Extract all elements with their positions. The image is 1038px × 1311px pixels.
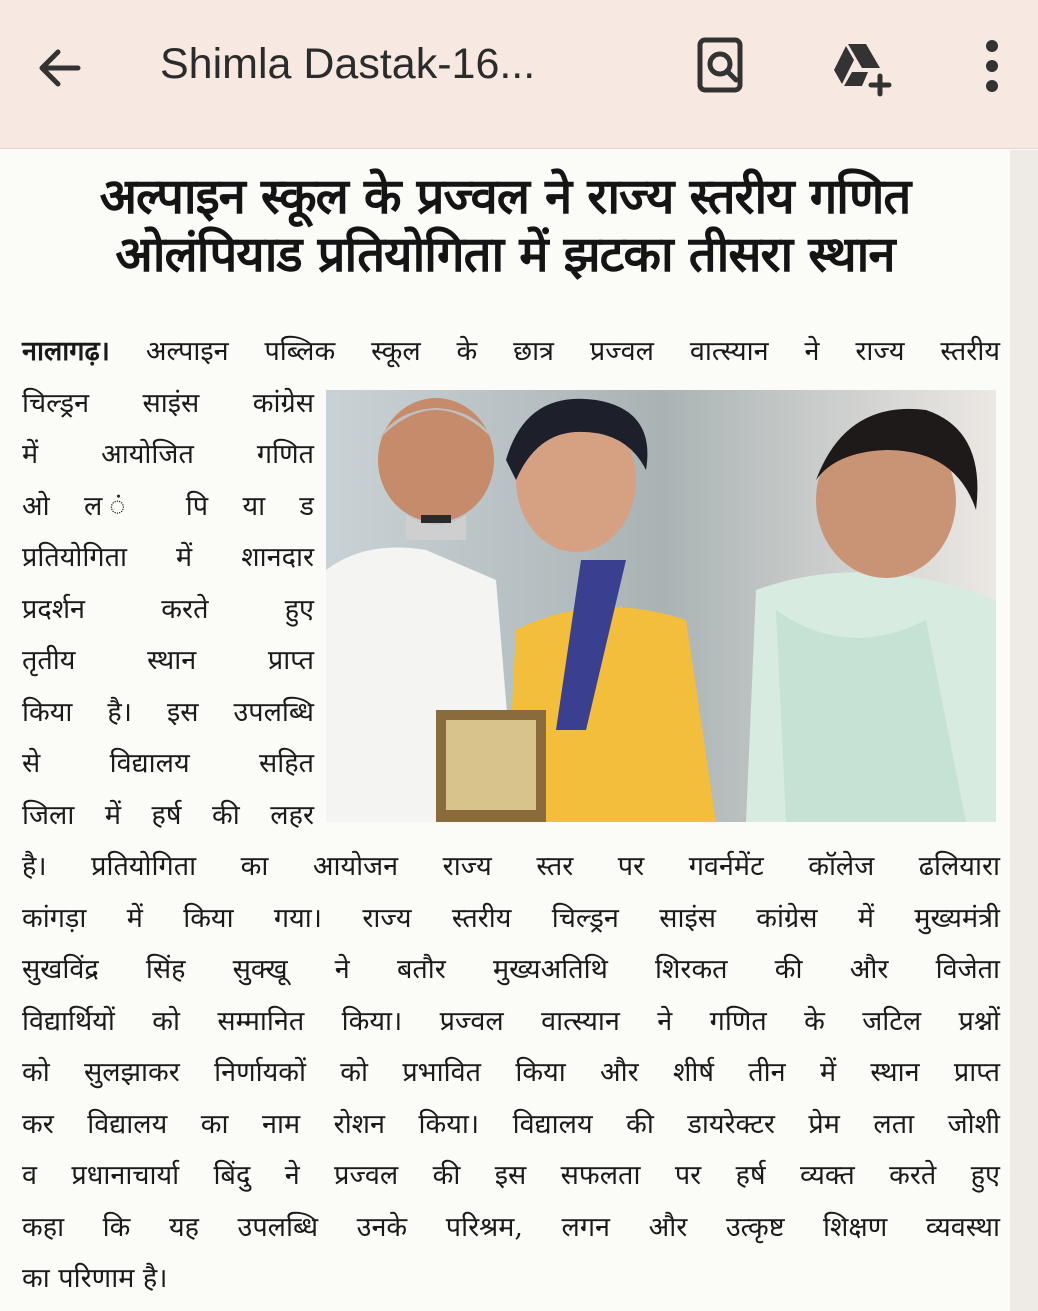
text-line: कर विद्यालय का नाम रोशन किया। विद्यालय की डायरेक्टर प्रेम लता जोशी <box>22 1108 1000 1140</box>
headline <box>0 168 1010 284</box>
newspaper-clipping[interactable] <box>0 150 1010 1311</box>
text-line: में आयोजित गणित <box>22 439 314 470</box>
app-bar <box>0 0 1038 149</box>
text-line: है। प्रतियोगिता का आयोजन राज्य स्तर पर गवर्नमेंट कॉलेज ढलियारा <box>22 851 1000 882</box>
text-line: विद्यार्थियों को सम्मानित किया। प्रज्वल वात्स्यान ने गणित के जटिल प्रश्नों <box>22 1005 1000 1037</box>
text-line: को सुलझाकर निर्णायकों को प्रभावित किया और शीर्ष तीन में स्थान प्राप्त <box>22 1057 1000 1088</box>
page-margin <box>1010 150 1038 1311</box>
narrow-column <box>22 378 314 790</box>
full-width-lines <box>22 790 1000 1305</box>
text-line: जिला में हर्ष की लहर <box>22 799 314 831</box>
intro-line <box>22 326 1000 378</box>
drive-add-icon[interactable] <box>828 34 892 98</box>
document-title: Shimla Dastak-16... <box>160 40 536 88</box>
text-line: से विद्यालय सहित <box>22 748 314 779</box>
article-body <box>22 326 1000 1305</box>
dateline: नालागढ़। <box>22 336 110 367</box>
text-line: सुखविंद्र सिंह सुक्खू ने बतौर मुख्यअतिथि शिरकत की और विजेता <box>22 954 1000 985</box>
award-photo <box>326 390 996 822</box>
text-line: व प्रधानाचार्या बिंदु ने प्रज्वल की इस सफलता पर हर्ष व्यक्त करते हुए <box>22 1160 1000 1191</box>
search-document-icon[interactable] <box>690 34 754 98</box>
text-line: कहा कि यह उपलब्धि उनके परिश्रम, लगन और उत्कृष्ट शिक्षण व्यवस्था <box>22 1211 1000 1243</box>
text-with-photo <box>22 378 1000 790</box>
headline-line: ओलंपियाड प्रतियोगिता में झटका तीसरा स्थान <box>115 226 895 283</box>
text-line: ओ ल ं पि या ड <box>22 490 314 522</box>
headline-line: अल्पाइन स्कूल के प्रज्वल ने राज्य स्तरीय गणित <box>99 168 911 225</box>
text-line: तृतीय स्थान प्राप्त <box>22 645 314 676</box>
text-line: प्रतियोगिता में शानदार <box>22 542 314 573</box>
intro-text: अल्पाइन पब्लिक स्कूल के छात्र प्रज्वल वात्स्यान ने राज्य स्तरीय <box>145 336 1000 367</box>
text-line: किया है। इस उपलब्धि <box>22 696 314 728</box>
more-vert-icon[interactable] <box>960 34 1024 98</box>
text-line: चिल्ड्रन साइंस कांग्रेस <box>22 387 314 419</box>
text-line: का परिणाम है। <box>22 1263 168 1294</box>
text-line: प्रदर्शन करते हुए <box>22 593 314 625</box>
back-arrow-icon[interactable] <box>28 36 92 100</box>
text-line: कांगड़ा में किया गया। राज्य स्तरीय चिल्ड्रन साइंस कांग्रेस में मुख्यमंत्री <box>22 902 1000 934</box>
